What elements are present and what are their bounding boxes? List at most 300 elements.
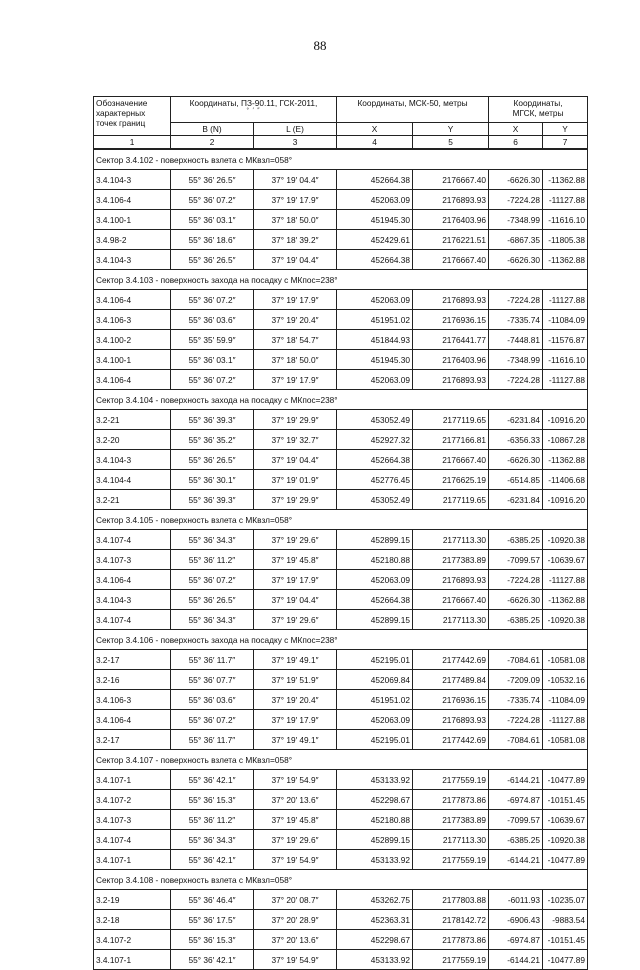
mgsk-x-cell: -7224.28	[489, 290, 543, 310]
longitude-l-cell: 37° 19′ 29.6″	[254, 830, 337, 850]
mgsk-y-cell: -10477.89	[543, 950, 588, 970]
msk-x-cell: 452069.84	[337, 670, 413, 690]
point-name-cell: 3.4.104-3	[94, 450, 171, 470]
msk-x-cell: 452899.15	[337, 610, 413, 630]
longitude-l-cell: 37° 19′ 54.9″	[254, 770, 337, 790]
latitude-b-cell: 55° 36′ 07.2″	[171, 290, 254, 310]
column-number: 1	[94, 136, 171, 150]
mgsk-x-cell: -7224.28	[489, 190, 543, 210]
mgsk-y-cell: -10151.45	[543, 930, 588, 950]
mgsk-y-cell: -10151.45	[543, 790, 588, 810]
table-row	[94, 570, 588, 590]
mgsk-x-cell: -6385.25	[489, 610, 543, 630]
page-number: 88	[313, 38, 327, 53]
msk-y-cell: 2176403.96	[413, 350, 489, 370]
column-number: 6	[489, 136, 543, 150]
msk-y-cell: 2176893.93	[413, 290, 489, 310]
latitude-b-cell: 55° 36′ 11.7″	[171, 650, 254, 670]
mgsk-x-cell: -6626.30	[489, 170, 543, 190]
msk-x-cell: 451945.30	[337, 350, 413, 370]
mgsk-y-cell: -10532.16	[543, 670, 588, 690]
mgsk-y-cell: -11127.88	[543, 710, 588, 730]
table-row	[94, 810, 588, 830]
msk-x-cell: 452664.38	[337, 450, 413, 470]
latitude-b-cell: 55° 36′ 39.3″	[171, 410, 254, 430]
msk-y-cell: 2176403.96	[413, 210, 489, 230]
table-row	[94, 250, 588, 270]
sector-header-row	[94, 750, 588, 770]
table-row	[94, 590, 588, 610]
table-row	[94, 310, 588, 330]
table-row	[94, 670, 588, 690]
column-number: 2	[171, 136, 254, 150]
msk-x-cell: 452429.61	[337, 230, 413, 250]
longitude-l-cell: 37° 19′ 17.9″	[254, 710, 337, 730]
header-point-designation	[94, 97, 171, 136]
point-name-cell: 3.4.106-4	[94, 370, 171, 390]
longitude-l-cell: 37° 20′ 13.6″	[254, 930, 337, 950]
point-name-cell: 3.4.107-3	[94, 550, 171, 570]
msk-y-cell: 2177489.84	[413, 670, 489, 690]
sector-header-row	[94, 270, 588, 290]
latitude-b-cell: 55° 36′ 15.3″	[171, 930, 254, 950]
latitude-b-cell: 55° 36′ 03.6″	[171, 690, 254, 710]
header-mgsk-coordinates	[489, 97, 588, 123]
point-name-cell: 3.4.107-4	[94, 610, 171, 630]
mgsk-x-cell: -7335.74	[489, 690, 543, 710]
mgsk-x-cell: -6231.84	[489, 410, 543, 430]
header-l-east: L (E)	[254, 123, 337, 136]
msk-y-cell: 2177383.89	[413, 810, 489, 830]
msk-y-cell: 2177873.86	[413, 930, 489, 950]
point-name-cell: 3.4.104-3	[94, 590, 171, 610]
msk-x-cell: 453133.92	[337, 850, 413, 870]
msk-x-cell: 452899.15	[337, 530, 413, 550]
latitude-b-cell: 55° 36′ 34.3″	[171, 830, 254, 850]
longitude-l-cell: 37° 19′ 04.4″	[254, 450, 337, 470]
table-row	[94, 230, 588, 250]
mgsk-y-cell: -11362.88	[543, 170, 588, 190]
latitude-b-cell: 55° 36′ 07.2″	[171, 710, 254, 730]
mgsk-x-cell: -7348.99	[489, 350, 543, 370]
header-msk50-coordinates	[337, 97, 489, 123]
msk-x-cell: 451945.30	[337, 210, 413, 230]
longitude-l-cell: 37° 18′ 39.2″	[254, 230, 337, 250]
point-name-cell: 3.4.106-4	[94, 710, 171, 730]
header-b-north: B (N)	[171, 123, 254, 136]
mgsk-x-cell: -7099.57	[489, 810, 543, 830]
mgsk-y-cell: -9883.54	[543, 910, 588, 930]
msk-x-cell: 453133.92	[337, 950, 413, 970]
mgsk-x-cell: -7348.99	[489, 210, 543, 230]
latitude-b-cell: 55° 36′ 26.5″	[171, 250, 254, 270]
longitude-l-cell: 37° 19′ 04.4″	[254, 170, 337, 190]
msk-y-cell: 2176667.40	[413, 590, 489, 610]
point-name-cell: 3.2-17	[94, 730, 171, 750]
msk-y-cell: 2176936.15	[413, 310, 489, 330]
msk-y-cell: 2177113.30	[413, 830, 489, 850]
header-column-numbers	[94, 136, 588, 150]
longitude-l-cell: 37° 19′ 17.9″	[254, 290, 337, 310]
msk-y-cell: 2177442.69	[413, 650, 489, 670]
latitude-b-cell: 55° 36′ 07.2″	[171, 370, 254, 390]
point-name-cell: 3.4.104-3	[94, 250, 171, 270]
longitude-l-cell: 37° 19′ 17.9″	[254, 190, 337, 210]
latitude-b-cell: 55° 36′ 18.6″	[171, 230, 254, 250]
table-row	[94, 930, 588, 950]
msk-x-cell: 452363.31	[337, 910, 413, 930]
column-number: 3	[254, 136, 337, 150]
msk-x-cell: 452664.38	[337, 250, 413, 270]
mgsk-x-cell: -6626.30	[489, 450, 543, 470]
mgsk-x-cell: -6011.93	[489, 890, 543, 910]
msk-y-cell: 2177873.86	[413, 790, 489, 810]
longitude-l-cell: 37° 19′ 20.4″	[254, 690, 337, 710]
point-name-cell: 3.4.107-1	[94, 850, 171, 870]
longitude-l-cell: 37° 19′ 04.4″	[254, 250, 337, 270]
point-name-cell: 3.4.106-3	[94, 310, 171, 330]
table-row	[94, 690, 588, 710]
mgsk-y-cell: -11362.88	[543, 250, 588, 270]
longitude-l-cell: 37° 20′ 13.6″	[254, 790, 337, 810]
mgsk-x-cell: -6626.30	[489, 590, 543, 610]
msk-y-cell: 2176221.51	[413, 230, 489, 250]
sector-header-row	[94, 630, 588, 650]
longitude-l-cell: 37° 18′ 50.0″	[254, 350, 337, 370]
msk-x-cell: 451951.02	[337, 690, 413, 710]
mgsk-x-cell: -7099.57	[489, 550, 543, 570]
longitude-l-cell: 37° 19′ 17.9″	[254, 370, 337, 390]
msk-x-cell: 452298.67	[337, 790, 413, 810]
mgsk-y-cell: -11084.09	[543, 310, 588, 330]
table-row	[94, 550, 588, 570]
latitude-b-cell: 55° 36′ 42.1″	[171, 850, 254, 870]
mgsk-x-cell: -6144.21	[489, 850, 543, 870]
latitude-b-cell: 55° 36′ 46.4″	[171, 890, 254, 910]
latitude-b-cell: 55° 36′ 03.1″	[171, 210, 254, 230]
mgsk-y-cell: -11805.38	[543, 230, 588, 250]
point-name-cell: 3.4.100-1	[94, 210, 171, 230]
table-row	[94, 170, 588, 190]
table-row	[94, 370, 588, 390]
msk-y-cell: 2177559.19	[413, 850, 489, 870]
table-row	[94, 350, 588, 370]
mgsk-y-cell: -11127.88	[543, 290, 588, 310]
longitude-l-cell: 37° 19′ 49.1″	[254, 650, 337, 670]
msk-x-cell: 452063.09	[337, 710, 413, 730]
msk-x-cell: 453052.49	[337, 410, 413, 430]
point-name-cell: 3.2-21	[94, 410, 171, 430]
table-row	[94, 850, 588, 870]
msk-x-cell: 452776.45	[337, 470, 413, 490]
latitude-b-cell: 55° 36′ 30.1″	[171, 470, 254, 490]
longitude-l-cell: 37° 19′ 20.4″	[254, 310, 337, 330]
table-row	[94, 890, 588, 910]
msk-y-cell: 2176893.93	[413, 370, 489, 390]
point-name-cell: 3.4.107-4	[94, 830, 171, 850]
table-row	[94, 610, 588, 630]
msk-x-cell: 451844.93	[337, 330, 413, 350]
mgsk-x-cell: -6974.87	[489, 790, 543, 810]
latitude-b-cell: 55° 36′ 26.5″	[171, 590, 254, 610]
mgsk-y-cell: -10916.20	[543, 490, 588, 510]
mgsk-x-cell: -6906.43	[489, 910, 543, 930]
msk-y-cell: 2177119.65	[413, 410, 489, 430]
mgsk-y-cell: -11406.68	[543, 470, 588, 490]
msk-y-cell: 2176893.93	[413, 710, 489, 730]
latitude-b-cell: 55° 36′ 07.2″	[171, 190, 254, 210]
table-row	[94, 410, 588, 430]
point-name-cell: 3.2-16	[94, 670, 171, 690]
point-name-cell: 3.2-17	[94, 650, 171, 670]
longitude-l-cell: 37° 19′ 54.9″	[254, 950, 337, 970]
sector-title: Сектор 3.4.108 - поверхность взлета с МКвзл=058°	[94, 870, 588, 890]
latitude-b-cell: 55° 36′ 26.5″	[171, 170, 254, 190]
mgsk-y-cell: -11127.88	[543, 570, 588, 590]
table-row	[94, 910, 588, 930]
longitude-l-cell: 37° 19′ 32.7″	[254, 430, 337, 450]
point-name-cell: 3.4.107-1	[94, 770, 171, 790]
header-pz90-coordinates	[171, 97, 337, 123]
mgsk-x-cell: -7224.28	[489, 370, 543, 390]
point-name-cell: 3.4.106-4	[94, 290, 171, 310]
latitude-b-cell: 55° 36′ 11.2″	[171, 550, 254, 570]
mgsk-y-cell: -11362.88	[543, 450, 588, 470]
longitude-l-cell: 37° 19′ 51.9″	[254, 670, 337, 690]
latitude-b-cell: 55° 36′ 07.2″	[171, 570, 254, 590]
msk-x-cell: 452664.38	[337, 590, 413, 610]
longitude-l-cell: 37° 20′ 08.7″	[254, 890, 337, 910]
mgsk-y-cell: -11084.09	[543, 690, 588, 710]
sector-header-row	[94, 870, 588, 890]
latitude-b-cell: 55° 36′ 34.3″	[171, 530, 254, 550]
latitude-b-cell: 55° 35′ 59.9″	[171, 330, 254, 350]
mgsk-x-cell: -6144.21	[489, 770, 543, 790]
longitude-l-cell: 37° 19′ 29.6″	[254, 530, 337, 550]
mgsk-x-cell: -6144.21	[489, 950, 543, 970]
longitude-l-cell: 37° 19′ 01.9″	[254, 470, 337, 490]
msk-x-cell: 451951.02	[337, 310, 413, 330]
table-row	[94, 290, 588, 310]
latitude-b-cell: 55° 36′ 03.6″	[171, 310, 254, 330]
mgsk-y-cell: -11362.88	[543, 590, 588, 610]
msk-y-cell: 2176667.40	[413, 250, 489, 270]
mgsk-y-cell: -10920.38	[543, 610, 588, 630]
table-row	[94, 730, 588, 750]
table-row	[94, 650, 588, 670]
mgsk-x-cell: -6514.85	[489, 470, 543, 490]
mgsk-y-cell: -10639.67	[543, 810, 588, 830]
latitude-b-cell: 55° 36′ 11.7″	[171, 730, 254, 750]
mgsk-x-cell: -6385.25	[489, 530, 543, 550]
table-row	[94, 790, 588, 810]
table-row	[94, 710, 588, 730]
point-name-cell: 3.4.106-3	[94, 690, 171, 710]
sector-title: Сектор 3.4.104 - поверхность захода на посадку с МКпос=238°	[94, 390, 588, 410]
table-row	[94, 330, 588, 350]
msk-x-cell: 452063.09	[337, 370, 413, 390]
msk-y-cell: 2176667.40	[413, 170, 489, 190]
msk-x-cell: 452195.01	[337, 730, 413, 750]
msk-x-cell: 452063.09	[337, 190, 413, 210]
point-name-cell: 3.4.98-2	[94, 230, 171, 250]
longitude-l-cell: 37° 18′ 50.0″	[254, 210, 337, 230]
header-mgsk-label: Координаты, МГСК, метры	[512, 98, 564, 118]
msk-y-cell: 2176667.40	[413, 450, 489, 470]
mgsk-x-cell: -6626.30	[489, 250, 543, 270]
mgsk-y-cell: -10581.08	[543, 730, 588, 750]
msk-x-cell: 452927.32	[337, 430, 413, 450]
mgsk-x-cell: -6974.87	[489, 930, 543, 950]
point-name-cell: 3.4.107-4	[94, 530, 171, 550]
table-row	[94, 430, 588, 450]
mgsk-y-cell: -10920.38	[543, 530, 588, 550]
latitude-b-cell: 55° 36′ 07.7″	[171, 670, 254, 690]
latitude-b-cell: 55° 36′ 35.2″	[171, 430, 254, 450]
msk-x-cell: 452063.09	[337, 570, 413, 590]
point-name-cell: 3.4.107-2	[94, 790, 171, 810]
msk-x-cell: 452298.67	[337, 930, 413, 950]
sector-header-row	[94, 510, 588, 530]
msk-y-cell: 2176936.15	[413, 690, 489, 710]
table-row	[94, 490, 588, 510]
longitude-l-cell: 37° 19′ 29.6″	[254, 610, 337, 630]
longitude-l-cell: 37° 19′ 29.9″	[254, 490, 337, 510]
mgsk-x-cell: -7084.61	[489, 730, 543, 750]
latitude-b-cell: 55° 36′ 11.2″	[171, 810, 254, 830]
column-number: 5	[413, 136, 489, 150]
latitude-b-cell: 55° 36′ 03.1″	[171, 350, 254, 370]
mgsk-y-cell: -10916.20	[543, 410, 588, 430]
mgsk-x-cell: -6231.84	[489, 490, 543, 510]
mgsk-x-cell: -7224.28	[489, 710, 543, 730]
point-name-cell: 3.4.100-2	[94, 330, 171, 350]
table-header	[94, 97, 588, 150]
msk-x-cell: 452180.88	[337, 550, 413, 570]
header-msk-y: Y	[413, 123, 489, 136]
longitude-l-cell: 37° 20′ 28.9″	[254, 910, 337, 930]
longitude-l-cell: 37° 19′ 54.9″	[254, 850, 337, 870]
point-name-cell: 3.4.104-3	[94, 170, 171, 190]
mgsk-y-cell: -11616.10	[543, 350, 588, 370]
msk-y-cell: 2177119.65	[413, 490, 489, 510]
table-row	[94, 210, 588, 230]
header-pz90-label: Координаты, ПЗ-90.11, ГСК-2011,	[189, 98, 318, 108]
msk-y-cell: 2177803.88	[413, 890, 489, 910]
table-row	[94, 770, 588, 790]
latitude-b-cell: 55° 36′ 15.3″	[171, 790, 254, 810]
latitude-b-cell: 55° 36′ 34.3″	[171, 610, 254, 630]
table-row	[94, 450, 588, 470]
point-name-cell: 3.4.100-1	[94, 350, 171, 370]
table-row	[94, 190, 588, 210]
mgsk-x-cell: -7084.61	[489, 650, 543, 670]
mgsk-y-cell: -10477.89	[543, 850, 588, 870]
longitude-l-cell: 37° 19′ 17.9″	[254, 570, 337, 590]
mgsk-x-cell: -6867.35	[489, 230, 543, 250]
mgsk-y-cell: -10235.07	[543, 890, 588, 910]
msk-y-cell: 2176625.19	[413, 470, 489, 490]
header-mgsk-y: Y	[543, 123, 588, 136]
mgsk-y-cell: -11127.88	[543, 370, 588, 390]
latitude-b-cell: 55° 36′ 17.5″	[171, 910, 254, 930]
msk-y-cell: 2177559.19	[413, 770, 489, 790]
mgsk-y-cell: -10639.67	[543, 550, 588, 570]
table-row	[94, 950, 588, 970]
msk-x-cell: 452664.38	[337, 170, 413, 190]
sector-header-row	[94, 149, 588, 170]
latitude-b-cell: 55° 36′ 42.1″	[171, 950, 254, 970]
latitude-b-cell: 55° 36′ 26.5″	[171, 450, 254, 470]
msk-y-cell: 2176893.93	[413, 570, 489, 590]
point-name-cell: 3.2-21	[94, 490, 171, 510]
point-name-cell: 3.4.107-1	[94, 950, 171, 970]
table-row	[94, 830, 588, 850]
msk-y-cell: 2176893.93	[413, 190, 489, 210]
msk-y-cell: 2176441.77	[413, 330, 489, 350]
mgsk-x-cell: -7335.74	[489, 310, 543, 330]
point-name-cell: 3.2-18	[94, 910, 171, 930]
header-mgsk-x: X	[489, 123, 543, 136]
table-row	[94, 470, 588, 490]
table-body	[94, 149, 588, 970]
mgsk-y-cell: -11616.10	[543, 210, 588, 230]
mgsk-y-cell: -10920.38	[543, 830, 588, 850]
mgsk-y-cell: -10867.28	[543, 430, 588, 450]
mgsk-x-cell: -6385.25	[489, 830, 543, 850]
point-name-cell: 3.4.107-3	[94, 810, 171, 830]
msk-x-cell: 453262.75	[337, 890, 413, 910]
msk-y-cell: 2177113.30	[413, 610, 489, 630]
mgsk-x-cell: -6356.33	[489, 430, 543, 450]
sector-title: Сектор 3.4.103 - поверхность захода на посадку с МКпос=238°	[94, 270, 588, 290]
header-pz90-units: ° ′ ″	[246, 108, 261, 114]
longitude-l-cell: 37° 19′ 49.1″	[254, 730, 337, 750]
latitude-b-cell: 55° 36′ 39.3″	[171, 490, 254, 510]
mgsk-y-cell: -10581.08	[543, 650, 588, 670]
point-name-cell: 3.4.106-4	[94, 190, 171, 210]
longitude-l-cell: 37° 18′ 54.7″	[254, 330, 337, 350]
coordinates-table	[93, 96, 588, 970]
header-msk-x: X	[337, 123, 413, 136]
longitude-l-cell: 37° 19′ 45.8″	[254, 550, 337, 570]
table-row	[94, 530, 588, 550]
msk-y-cell: 2178142.72	[413, 910, 489, 930]
msk-x-cell: 453133.92	[337, 770, 413, 790]
msk-x-cell: 452063.09	[337, 290, 413, 310]
msk-y-cell: 2177559.19	[413, 950, 489, 970]
msk-x-cell: 452195.01	[337, 650, 413, 670]
mgsk-y-cell: -11127.88	[543, 190, 588, 210]
sector-title: Сектор 3.4.102 - поверхность взлета с МКвзл=058°	[94, 149, 588, 170]
header-point-designation-label: Обозначение характерных точек границ	[96, 98, 148, 128]
sector-title: Сектор 3.4.105 - поверхность взлета с МКвзл=058°	[94, 510, 588, 530]
msk-x-cell: 452899.15	[337, 830, 413, 850]
mgsk-x-cell: -7448.81	[489, 330, 543, 350]
column-number: 4	[337, 136, 413, 150]
msk-y-cell: 2177113.30	[413, 530, 489, 550]
longitude-l-cell: 37° 19′ 29.9″	[254, 410, 337, 430]
point-name-cell: 3.2-20	[94, 430, 171, 450]
longitude-l-cell: 37° 19′ 04.4″	[254, 590, 337, 610]
point-name-cell: 3.2-19	[94, 890, 171, 910]
sector-header-row	[94, 390, 588, 410]
msk-y-cell: 2177442.69	[413, 730, 489, 750]
mgsk-x-cell: -7224.28	[489, 570, 543, 590]
msk-x-cell: 452180.88	[337, 810, 413, 830]
point-name-cell: 3.4.104-4	[94, 470, 171, 490]
header-msk50-label: Координаты, МСК-50, метры	[357, 98, 468, 108]
